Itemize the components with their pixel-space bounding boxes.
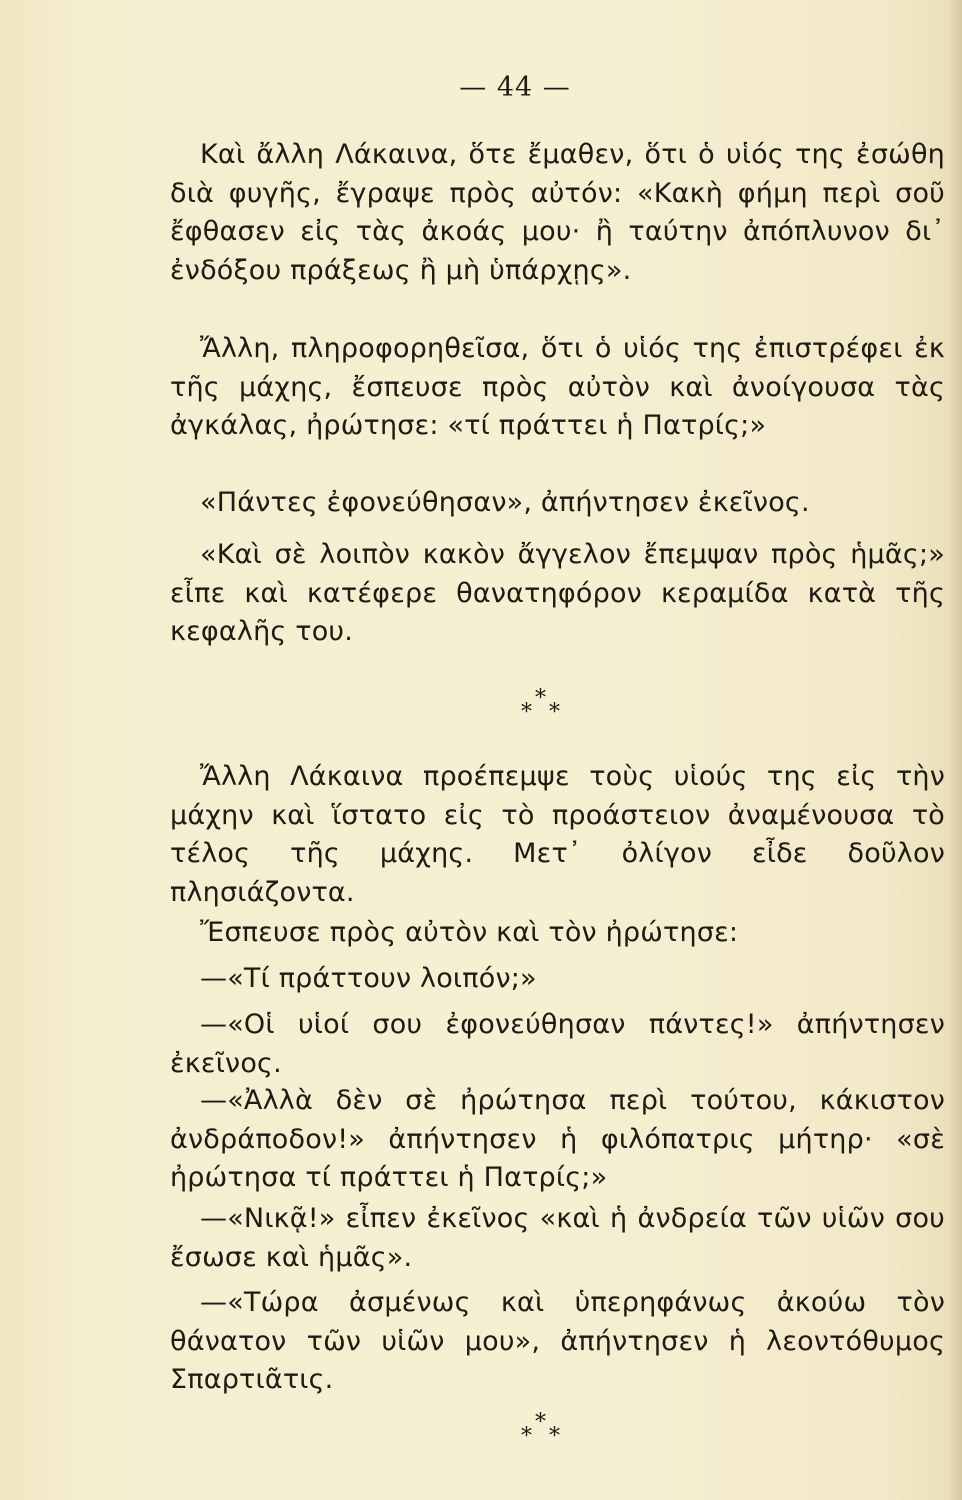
- section-separator: [505, 1410, 585, 1450]
- paragraph-10: —«Νικᾷ!» εἶπεν ἐκεῖνος «καὶ ἡ ἀνδρεία τῶν υἱῶν σου ἔσωσε καὶ ἡμᾶς».: [170, 1203, 945, 1273]
- paragraph-4: «Καὶ σὲ λοιπὸν κακὸν ἄγγελον ἔπεμψαν πρὸς ἡμᾶς;» εἶπε καὶ κατέφερε θανατηφόρον κεραμίδα κατὰ τῆς κεφαλῆς του.: [170, 539, 945, 647]
- separator-star: *: [549, 1424, 560, 1449]
- paragraph-3: «Πάντες ἐφονεύθησαν», ἀπήντησεν ἐκεῖνος.: [200, 487, 810, 518]
- separator-star: *: [521, 1424, 532, 1449]
- separator-star: *: [521, 700, 532, 725]
- paragraph-9: —«Ἀλλὰ δὲν σὲ ἠρώτησα περὶ τούτου, κάκιστον ἀνδράποδον!» ἀπήντησεν ἡ φιλόπατρις μήτηρ· «σὲ ἠρώτησα τί πράττει ἡ Πατρίς;»: [170, 1085, 945, 1193]
- separator-star: *: [549, 700, 560, 725]
- paragraph-6: Ἔσπευσε πρὸς αὐτὸν καὶ τὸν ἠρώτησε:: [200, 917, 739, 948]
- separator-star: *: [535, 1410, 546, 1435]
- paragraph-7: —«Τί πράττουν λοιπόν;»: [200, 963, 537, 994]
- paragraph-2: Ἄλλη, πληροφορηθεῖσα, ὅτι ὁ υἱός της ἐπιστρέφει ἐκ τῆς μάχης, ἔσπευσε πρὸς αὐτὸν καὶ ἀνοίγουσα τὰς ἀγκάλας, ἠρώτησε: «τί πράττει ἡ Πατρίς;»: [170, 333, 945, 441]
- section-separator: [505, 686, 585, 726]
- separator-star: *: [535, 686, 546, 711]
- paragraph-1: Καὶ ἄλλη Λάκαινα, ὅτε ἔμαθεν, ὅτι ὁ υἱός της ἐσώθη διὰ φυγῆς, ἔγραψε πρὸς αὐτόν: «Κακὴ φήμη περὶ σοῦ ἔφθασεν εἰς τὰς ἀκοάς μου· ἢ ταύτην ἀπόπλυνον δι᾽ ἐνδόξου πράξεως ἢ μὴ ὑπάρχῃς».: [170, 139, 945, 286]
- paragraph-5: Ἄλλη Λάκαινα προέπεμψε τοὺς υἱούς της εἰς τὴν μάχην καὶ ἵστατο εἰς τὸ προάστειον ἀναμένουσα τὸ τέλος τῆς μάχης. Μετ᾽ ὀλίγον εἶδε δοῦλον πλησιάζοντα.: [170, 761, 945, 908]
- page-number: — 44 —: [459, 72, 571, 103]
- paragraph-11: —«Τώρα ἀσμένως καὶ ὑπερηφάνως ἀκούω τὸν θάνατον τῶν υἱῶν μου», ἀπήντησεν ἡ λεοντόθυμος Σπαρτιᾶτις.: [170, 1287, 945, 1395]
- page-edge-shadow: [948, 0, 962, 1500]
- paragraph-8: —«Οἱ υἱοί σου ἐφονεύθησαν πάντες!» ἀπήντησεν ἐκεῖνος.: [170, 1009, 945, 1079]
